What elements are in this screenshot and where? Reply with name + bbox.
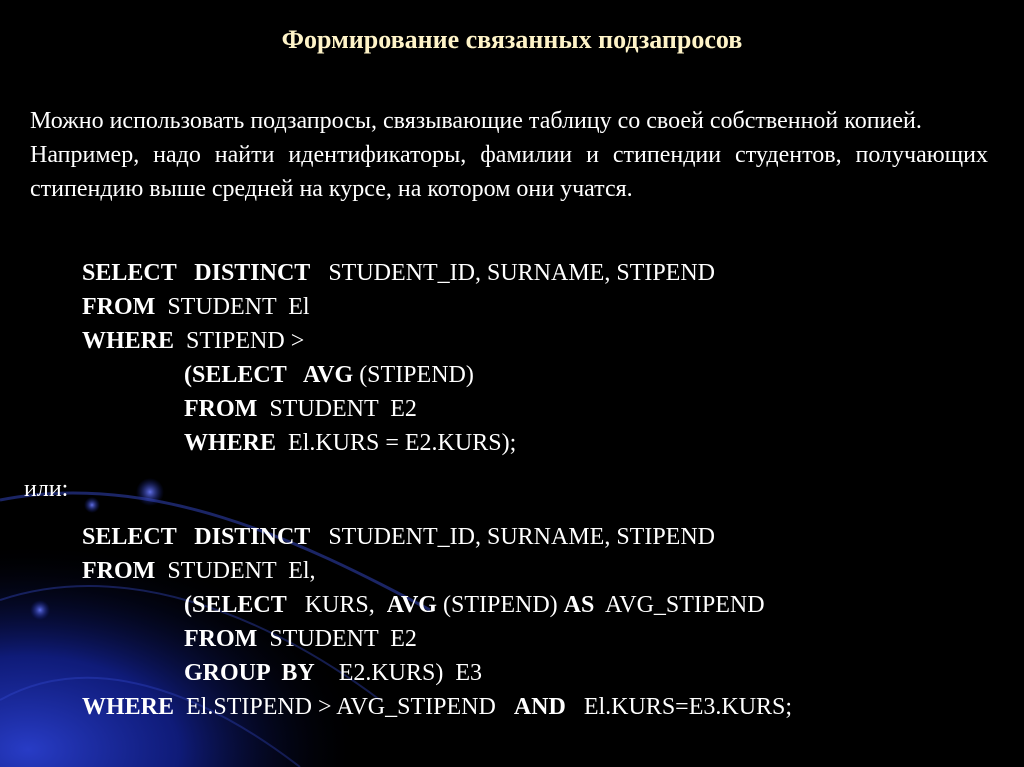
sql-keyword: GROUP BY xyxy=(184,660,315,686)
sql-keyword: AS xyxy=(563,592,595,618)
intro-text xyxy=(30,104,988,206)
paragraph-1: Можно использовать подзапросы, связывающие таблицу со своей собственной копией. xyxy=(30,108,922,134)
sql-text: AVG_STIPEND xyxy=(594,592,765,618)
sql-text: KURS, xyxy=(286,592,387,618)
sql-text: STUDENT El xyxy=(155,294,310,320)
query1-line-4 xyxy=(184,358,474,392)
query1-line-3 xyxy=(82,324,304,358)
sql-text: STUDENT_ID, SURNAME, STIPEND xyxy=(310,524,715,550)
sql-keyword: WHERE xyxy=(82,328,175,354)
sql-keyword: (SELECT AVG xyxy=(184,362,354,388)
sql-text: STUDENT E2 xyxy=(257,626,417,652)
query2-line-6 xyxy=(82,690,792,724)
sql-keyword: FROM xyxy=(184,626,258,652)
sql-keyword: AVG xyxy=(386,592,437,618)
query1-line-5 xyxy=(184,392,417,426)
sql-text: STUDENT_ID, SURNAME, STIPEND xyxy=(310,260,715,286)
query1-line-2 xyxy=(82,290,310,324)
sql-text: El.KURS = E2.KURS); xyxy=(276,430,517,456)
sql-text: El.KURS=E3.KURS; xyxy=(565,694,793,720)
query2-line-2 xyxy=(82,554,316,588)
query2-line-3 xyxy=(184,588,765,622)
separator-text: или: xyxy=(24,476,69,502)
sql-text: E2.KURS) E3 xyxy=(314,660,483,686)
sql-text: STUDENT El, xyxy=(155,558,316,584)
sql-keyword: FROM xyxy=(82,294,156,320)
sql-text: El.STIPEND > AVG_STIPEND xyxy=(174,694,514,720)
sql-text: STUDENT E2 xyxy=(257,396,417,422)
sql-text: (STIPEND) xyxy=(436,592,564,618)
sql-keyword: AND xyxy=(513,694,566,720)
sql-keyword: WHERE xyxy=(82,694,175,720)
query1-line-6 xyxy=(184,426,516,460)
sql-keyword: SELECT DISTINCT xyxy=(82,524,311,550)
query2-line-4 xyxy=(184,622,417,656)
sql-keyword: (SELECT xyxy=(184,592,287,618)
slide-title: Формирование связанных подзапросов xyxy=(281,25,743,54)
sql-keyword: FROM xyxy=(82,558,156,584)
sql-keyword: FROM xyxy=(184,396,258,422)
sql-keyword: SELECT DISTINCT xyxy=(82,260,311,286)
sql-text: (STIPEND) xyxy=(353,362,474,388)
sql-text: STIPEND > xyxy=(174,328,305,354)
query2-line-1 xyxy=(82,520,715,554)
query2-line-5 xyxy=(184,656,482,690)
sql-keyword: WHERE xyxy=(184,430,277,456)
query1-line-1 xyxy=(82,256,715,290)
paragraph-2: Например, надо найти идентификаторы, фамилии и стипендии студентов, получающих стипендию выше средней на курсе, на котором они учатся. xyxy=(30,142,988,202)
